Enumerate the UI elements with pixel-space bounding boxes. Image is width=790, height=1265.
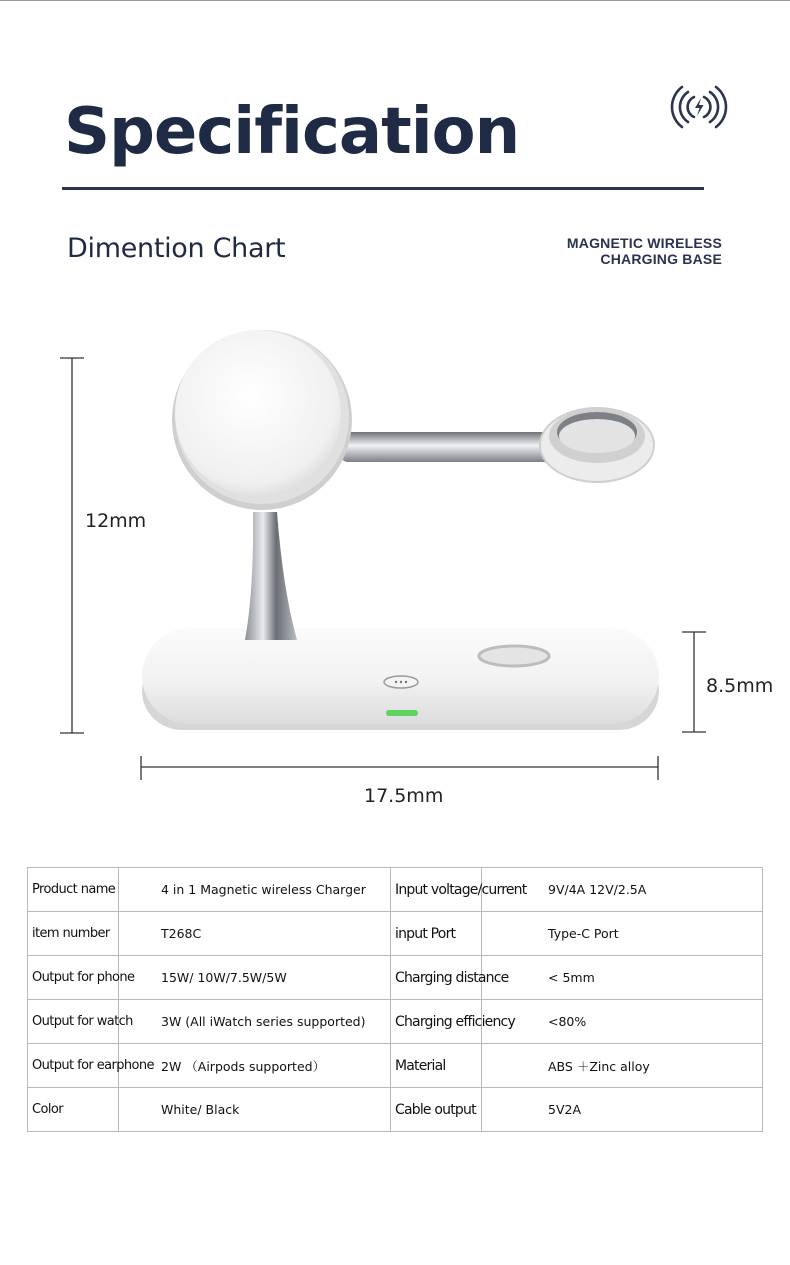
wireless-charging-icon (670, 84, 728, 130)
spec-key: item number (28, 912, 119, 956)
phone-charger-disc (172, 330, 352, 510)
charger-arm (340, 432, 552, 462)
spec-key: Charging distance (391, 956, 482, 1000)
spec-value: 15W/ 10W/7.5W/5W (119, 956, 391, 1000)
charger-stem (245, 512, 297, 640)
spec-value: 3W (All iWatch series supported) (119, 1000, 391, 1044)
table-row (28, 1044, 763, 1088)
product-label (567, 235, 722, 267)
watch-charger (540, 408, 654, 482)
spec-key: Product name (28, 868, 119, 912)
table-row (28, 912, 763, 956)
top-divider (0, 0, 790, 1)
page-title: Specification (64, 95, 520, 169)
spec-value: < 5mm (482, 956, 763, 1000)
table-row (28, 1088, 763, 1132)
charger-base (142, 628, 659, 730)
spec-value: T268C (119, 912, 391, 956)
spec-key: Output for earphone (28, 1044, 119, 1088)
spec-value: 4 in 1 Magnetic wireless Charger (119, 868, 391, 912)
spec-value: <80% (482, 1000, 763, 1044)
spec-key: Material (391, 1044, 482, 1088)
base-height-dimension-label: 8.5mm (706, 675, 774, 697)
spec-key: Output for phone (28, 956, 119, 1000)
height-dimension-label: 12mm (85, 510, 147, 532)
spec-table (27, 867, 763, 1132)
spec-key: Output for watch (28, 1000, 119, 1044)
width-dimension-label: 17.5mm (364, 785, 444, 807)
spec-value: Type-C Port (482, 912, 763, 956)
product-label-line1: MAGNETIC WIRELESS (566, 235, 722, 251)
spec-value: ABS ＋Zinc alloy (482, 1044, 763, 1088)
table-row (28, 1000, 763, 1044)
spec-value: 5V2A (482, 1088, 763, 1132)
table-row (28, 956, 763, 1000)
charger-illustration (0, 340, 790, 830)
spec-value: White/ Black (119, 1088, 391, 1132)
section-subtitle: Dimention Chart (67, 233, 286, 264)
spec-key: input Port (391, 912, 482, 956)
spec-key: Color (28, 1088, 119, 1132)
spec-key: Input voltage/current (391, 868, 482, 912)
spec-value: 9V/4A 12V/2.5A (482, 868, 763, 912)
title-underline (62, 187, 704, 190)
spec-key: Charging efficiency (391, 1000, 482, 1044)
spec-key: Cable output (391, 1088, 482, 1132)
led-indicator (386, 710, 418, 716)
spec-value: 2W （Airpods supported） (119, 1044, 391, 1088)
product-label-line2: CHARGING BASE (600, 251, 722, 267)
table-row (28, 868, 763, 912)
